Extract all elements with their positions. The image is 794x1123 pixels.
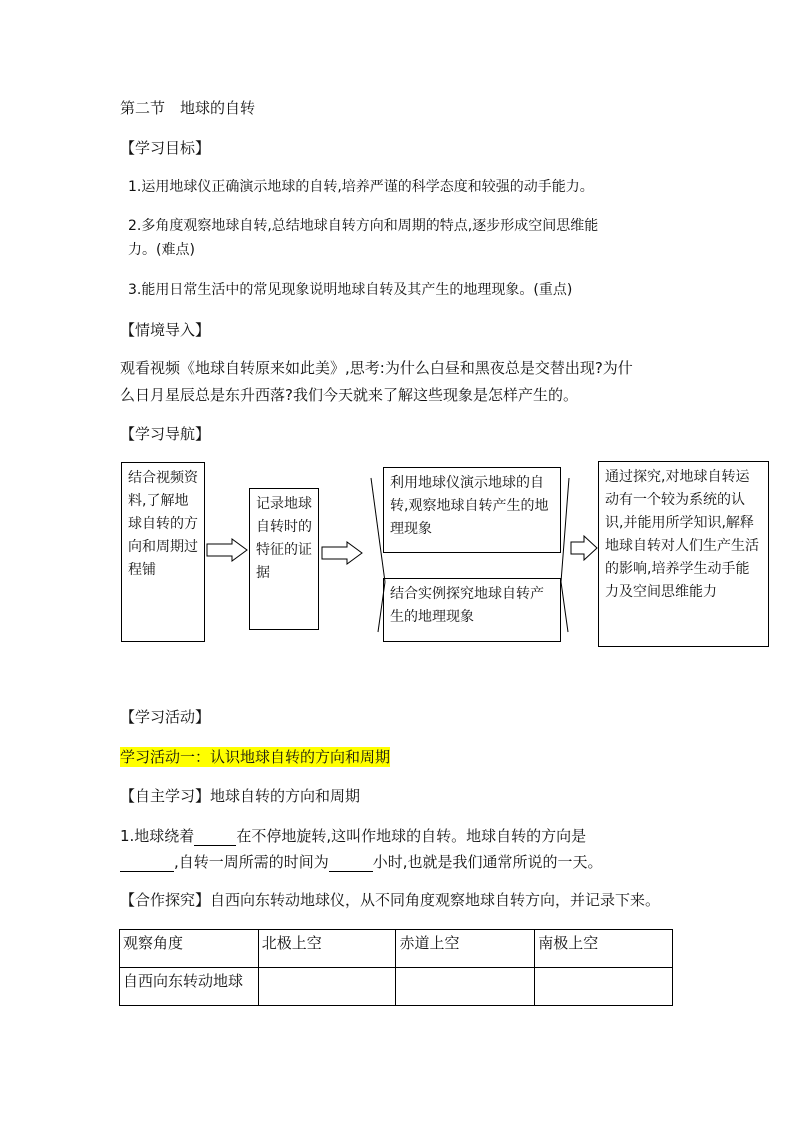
nav-box-3a: 利用地球仪演示地球的自转,观察地球自转产生的地理现象 xyxy=(383,467,561,553)
objectives-heading: 【学习目标】 xyxy=(120,139,211,157)
nav-box-2: 记录地球自转时的特征的证据 xyxy=(249,488,319,630)
activities-heading: 【学习活动】 xyxy=(120,708,211,726)
answer-blank-2[interactable] xyxy=(120,855,174,872)
intro-line-2: 么日月星辰总是东升西落?我们今天就来了解这些现象是怎样产生的。 xyxy=(120,386,578,404)
intro-heading: 【情境导入】 xyxy=(120,321,211,339)
arrow-right-icon xyxy=(321,541,363,565)
q1-text-2: 在不停地旋转,这叫作地球的自转。地球自转的方向是 xyxy=(236,827,587,845)
objective-1: 1.运用地球仪正确演示地球的自转,培养严谨的科学态度和较强的动手能力。 xyxy=(128,179,594,195)
arrow-right-icon xyxy=(570,535,598,561)
question-1-line-2 xyxy=(120,852,603,872)
question-1-line-1 xyxy=(120,826,586,846)
table-header: 南极上空 xyxy=(535,930,673,968)
table-row xyxy=(120,968,673,1006)
table-header: 观察角度 xyxy=(120,930,259,968)
table-cell[interactable] xyxy=(535,968,673,1006)
answer-blank-1[interactable] xyxy=(194,829,236,846)
table-header: 北极上空 xyxy=(258,930,396,968)
nav-box-4: 通过探究,对地球自转运动有一个较为系统的认识,并能用所学知识,解释地球自转对人们生产生活的影响,培养学生动手能力及空间思维能力 xyxy=(598,461,769,647)
q1-text-1: 1.地球绕着 xyxy=(120,827,195,845)
nav-box-3b: 结合实例探究地球自转产生的地理现象 xyxy=(383,578,561,642)
table-cell[interactable] xyxy=(258,968,396,1006)
navigation-heading: 【学习导航】 xyxy=(120,425,211,443)
activity-1-title: 学习活动一：认识地球自转的方向和周期 xyxy=(120,748,391,766)
nav-box-1: 结合视频资料,了解地球自转的方向和周期过程铺 xyxy=(121,462,205,642)
table-header: 赤道上空 xyxy=(396,930,535,968)
intro-line-1: 观看视频《地球自转原来如此美》,思考:为什么白昼和黑夜总是交替出现?为什 xyxy=(120,359,633,377)
q1-text-3: ,自转一周所需的时间为 xyxy=(174,853,329,871)
coop-heading: 【合作探究】自西向东转动地球仪，从不同角度观察地球自转方向，并记录下来。 xyxy=(120,891,661,909)
answer-blank-3[interactable] xyxy=(329,855,373,872)
objective-3: 3.能用日常生活中的常见现象说明地球自转及其产生的地理现象。(重点) xyxy=(128,282,573,298)
q1-text-4: 小时,也就是我们通常所说的一天。 xyxy=(372,853,603,871)
table-cell: 自西向东转动地球 xyxy=(120,968,259,1006)
arrow-right-icon xyxy=(206,538,248,562)
observation-table xyxy=(119,929,673,1006)
objective-2: 2.多角度观察地球自转,总结地球自转方向和周期的特点,逐步形成空间思维能 xyxy=(128,218,599,234)
table-cell[interactable] xyxy=(396,968,535,1006)
table-header-row xyxy=(120,930,673,968)
section-title: 第二节 地球的自转 xyxy=(120,99,256,117)
objective-2-cont: 力。(难点) xyxy=(128,242,195,258)
self-study-heading: 【自主学习】地球自转的方向和周期 xyxy=(120,787,361,805)
